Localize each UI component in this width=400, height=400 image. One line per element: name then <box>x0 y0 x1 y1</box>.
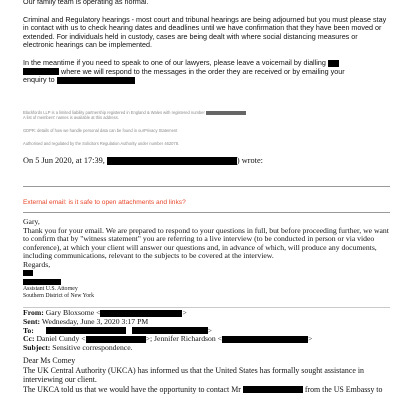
quote-header-line <box>23 156 390 166</box>
legal-line-gdpr: GDPR: details of how we handle personal data can be found in ourPrivacy Statement <box>23 128 178 133</box>
quoted-greeting: Gary, <box>23 217 40 226</box>
quote-date-text: On 5 Jun 2020, at 17:39, <box>23 156 105 165</box>
redaction-from-email <box>100 310 182 317</box>
notice-hearings-paragraph: Criminal and Regulatory hearings - most court and tribunal hearings are being adjourned but you must please stay in contact with us to check hearing dates and deadlines until we have confirmation that they have been moved or extended. For individuals held in custody, cases are being dealt with where social distancing measures or electronic hearings can be implemented. <box>23 14 387 50</box>
header-sent-row: Sent: Wednesday, June 3, 2020 3:17 PM <box>23 316 149 326</box>
redaction-email <box>57 77 135 84</box>
legal-line-members: A list of members' names is available at this address. <box>23 115 119 120</box>
redaction-cc-1 <box>86 336 146 343</box>
signature-office: Southern District of New York <box>23 292 95 299</box>
legal-line-sra: Authorised and regulated by the Solicitors Regulation Authority under number 462078. <box>23 141 180 146</box>
signature-redactions <box>23 269 390 286</box>
notice-line-family: Our family team is operating as normal. <box>23 0 149 6</box>
redaction-to-1 <box>46 327 126 334</box>
header-to-row: To: > <box>23 325 213 335</box>
quote-wrote-text: ) wrote: <box>236 156 263 165</box>
redaction-sig-name <box>23 279 61 285</box>
header-cc-row: Cc: Daniel Cundy < >; Jennifer Richardson < > <box>23 334 313 344</box>
redaction-sender <box>107 157 237 165</box>
divider-top <box>23 186 390 187</box>
letter-salutation: Dear Ms Comey <box>23 356 76 365</box>
notice-contact-text-b: where we will respond to the messages in the order they are received or by emailing your <box>61 66 345 76</box>
letter-paragraph-2: The UKCA told us that we would have the opportunity to contact Mr from the US Embassy to <box>23 384 383 394</box>
notice-contact-paragraph <box>23 59 390 85</box>
header-subject-row: Subject: Sensitive correspondence. <box>23 343 133 353</box>
notice-contact-text-c: enquiry to <box>23 75 55 85</box>
redaction-phone <box>328 60 339 67</box>
redaction-cc-2 <box>222 336 308 343</box>
legal-footer <box>23 110 390 146</box>
external-email-warning: External email: is it safe to open attachments and links? <box>23 199 186 206</box>
letter-body <box>23 356 390 394</box>
redaction-to-2 <box>132 327 208 334</box>
redaction-client-name <box>243 386 303 393</box>
redaction-sig-initial <box>23 270 33 276</box>
redaction-phone-2 <box>23 68 59 75</box>
quoted-body: Thank you for your email. We are prepared to respond to your questions in full, but before proceeding further, we want to confirm that by "witness statement" you are referring to a live interview (to be conducted in person or via video conference), at which your client will answer our questions and, in advance of which, will produce any documents, including communications, relevant to the subjects to be covered at the interview. <box>23 225 389 260</box>
notice-block <box>23 0 390 85</box>
legal-line-llp: Blackfords LLP is a limited liability partnership registered in England & Wales with registered number <box>23 110 390 115</box>
quoted-regards: Regards, <box>23 259 51 269</box>
letter-paragraph-1: The UK Central Authority (UKCA) has informed us that the United States has formally sought assistance in interviewing our client. <box>23 365 364 385</box>
notice-contact-text-a: In the meantime if you need to speak to one of our lawyers, please leave a voicemail by dialling <box>23 57 326 67</box>
divider-bottom <box>23 212 390 213</box>
header-from-row: From: Gary Bloxsome < > <box>23 308 187 317</box>
redaction-reg-number <box>206 111 246 115</box>
quoted-message <box>23 218 390 300</box>
email-header-block <box>23 309 390 353</box>
signature-title: Assistant U.S. Attorney <box>23 286 78 292</box>
